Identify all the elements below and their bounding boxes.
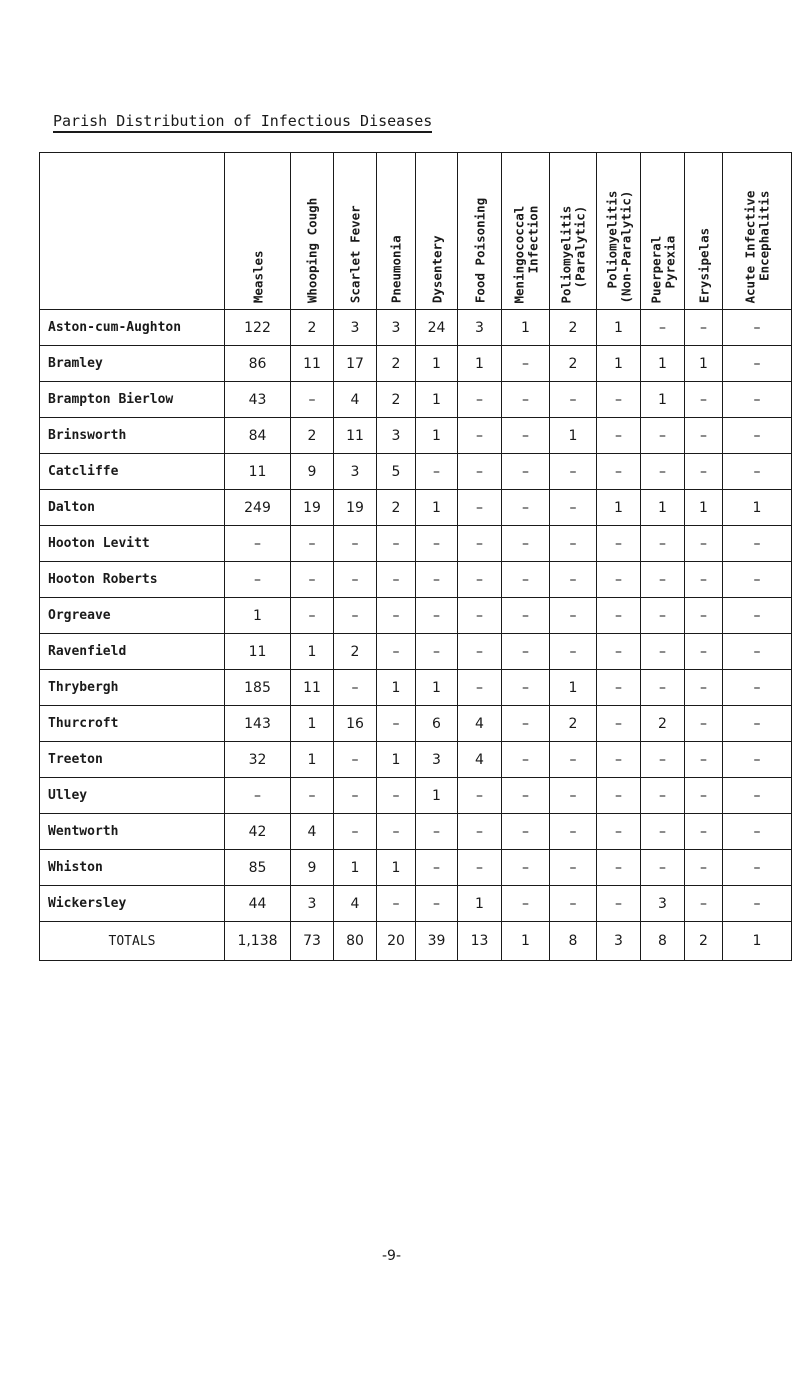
column-header-line: Erysipelas [695,227,711,303]
table-cell: 1 [291,742,334,778]
table-cell: – [723,562,792,598]
table-cell: – [502,814,550,850]
table-cell: – [377,706,416,742]
table-cell: 1 [225,598,291,634]
table-cell: – [685,886,723,922]
table-cell: – [597,634,641,670]
table-cell: 84 [225,418,291,454]
table-cell: 85 [225,850,291,886]
table-cell: – [685,814,723,850]
table-cell: 1 [550,418,597,454]
table-cell: 2 [550,310,597,346]
table-cell: – [225,778,291,814]
table-cell: – [723,742,792,778]
total-value: 80 [334,922,377,961]
table-row [40,814,792,850]
table-cell: 1 [458,886,502,922]
table-cell: – [685,382,723,418]
column-header-line: Infection [524,205,540,273]
column-header [458,153,502,310]
table-cell: – [597,886,641,922]
table-cell: 1 [377,742,416,778]
table-row [40,850,792,886]
table-cell: – [225,526,291,562]
column-header-line: Poliomyelitis [558,205,574,303]
table-cell: – [377,778,416,814]
table-cell: 3 [291,886,334,922]
table-cell: 1 [597,346,641,382]
table-cell: – [502,778,550,814]
parish-name: Aston-cum-Aughton [40,310,225,346]
table-row [40,490,792,526]
table-cell: – [377,526,416,562]
table-cell: 2 [550,706,597,742]
table-cell: 3 [416,742,458,778]
parish-name: Whiston [40,850,225,886]
table-cell: – [334,562,377,598]
table-cell: 2 [291,418,334,454]
table-cell: 1 [597,310,641,346]
table-cell: – [458,490,502,526]
table-cell: – [641,814,685,850]
table-cell: 1 [291,706,334,742]
parish-name: Thurcroft [40,706,225,742]
table-cell: – [685,850,723,886]
table-cell: – [502,886,550,922]
table-cell: – [641,778,685,814]
table-cell: – [550,850,597,886]
table-cell: 24 [416,310,458,346]
table-cell: 122 [225,310,291,346]
table-cell: – [550,490,597,526]
table-cell: – [334,670,377,706]
table-cell: 3 [334,454,377,490]
table-cell: – [723,382,792,418]
column-header-label [697,228,710,303]
table-cell: – [550,886,597,922]
table-cell: – [458,562,502,598]
parish-name: Bramley [40,346,225,382]
table-cell: – [458,418,502,454]
total-value: 8 [550,922,597,961]
table-cell: 17 [334,346,377,382]
table-cell: 1 [416,490,458,526]
table-cell: – [550,598,597,634]
table-row [40,382,792,418]
table-cell: 4 [458,706,502,742]
table-cell: – [291,598,334,634]
column-header [377,153,416,310]
column-header-label [605,190,633,303]
table-cell: – [458,598,502,634]
table-cell: 2 [377,346,416,382]
column-header-label [389,235,402,303]
table-cell: – [291,562,334,598]
table-cell: – [416,562,458,598]
table-cell: 2 [641,706,685,742]
total-value: 3 [597,922,641,961]
total-value: 2 [685,922,723,961]
table-row [40,886,792,922]
column-header-line: Poliomyelitis [603,190,619,288]
column-header [291,153,334,310]
table-cell: – [502,382,550,418]
total-value: 1,138 [225,922,291,961]
table-row [40,598,792,634]
column-header [685,153,723,310]
parish-name: Wickersley [40,886,225,922]
table-cell: – [550,562,597,598]
column-header [550,153,597,310]
table-cell: – [723,346,792,382]
table-cell: 1 [416,418,458,454]
table-row [40,310,792,346]
table-cell: 3 [458,310,502,346]
table-cell: – [597,706,641,742]
table-cell: – [502,706,550,742]
table-cell: 3 [377,418,416,454]
table-cell: 44 [225,886,291,922]
table-cell: 1 [416,346,458,382]
table-cell: – [723,526,792,562]
table-row [40,562,792,598]
column-header-line: Whooping Cough [304,197,320,303]
column-header [723,153,792,310]
table-cell: – [416,634,458,670]
total-value: 39 [416,922,458,961]
table-cell: 6 [416,706,458,742]
table-cell: – [334,526,377,562]
column-header-label [512,205,540,303]
table-cell: – [723,706,792,742]
table-cell: 2 [334,634,377,670]
table-cell: 19 [334,490,377,526]
table-cell: – [685,706,723,742]
table-cell: 3 [334,310,377,346]
table-cell: 5 [377,454,416,490]
table-cell: – [723,670,792,706]
table-cell: 1 [291,634,334,670]
column-header-line: Dysentery [428,235,444,303]
table-cell: – [416,454,458,490]
table-cell: – [550,742,597,778]
table-cell: – [641,634,685,670]
parish-name: Ravenfield [40,634,225,670]
column-header-line: Food Poisoning [471,197,487,303]
parish-name: Orgreave [40,598,225,634]
table-cell: – [291,382,334,418]
table-cell: 19 [291,490,334,526]
table-cell: – [641,526,685,562]
table-cell: 185 [225,670,291,706]
table-cell: 9 [291,454,334,490]
table-cell: – [723,418,792,454]
table-row [40,634,792,670]
parish-name: Catcliffe [40,454,225,490]
table-cell: – [597,562,641,598]
table-cell: 4 [334,382,377,418]
table-cell: – [502,742,550,778]
column-header-label [743,190,771,303]
column-header-label [559,205,587,303]
table-cell: – [458,526,502,562]
table-cell: – [502,346,550,382]
parish-name: Hooton Roberts [40,562,225,598]
totals-row [40,922,792,961]
column-header-line: Encephalitis [756,190,771,281]
table-row [40,742,792,778]
table-cell: – [685,634,723,670]
table-cell: – [377,814,416,850]
table-cell: – [641,310,685,346]
table-cell: – [502,598,550,634]
table-cell: – [416,526,458,562]
table-cell: – [641,562,685,598]
table-cell: – [685,454,723,490]
table-row [40,706,792,742]
table-cell: 4 [458,742,502,778]
table-cell: – [377,598,416,634]
column-header-line: Acute Infective [742,190,758,303]
table-cell: – [597,526,641,562]
table-cell: 1 [641,382,685,418]
table-cell: – [550,382,597,418]
table-cell: – [597,454,641,490]
column-header-line: Scarlet Fever [347,205,363,303]
table-cell: – [597,598,641,634]
table-cell: 3 [641,886,685,922]
table-cell: – [723,814,792,850]
totals-label: TOTALS [40,922,225,961]
header-row [40,153,792,310]
table-cell: 1 [550,670,597,706]
column-header-line: (Paralytic) [572,205,587,288]
table-cell: – [723,310,792,346]
table-cell: – [502,850,550,886]
parish-name: Treeton [40,742,225,778]
table-cell: 1 [641,490,685,526]
column-header [641,153,685,310]
column-header-label [473,198,486,303]
table-row [40,418,792,454]
page-number: -9- [382,1248,402,1264]
column-header-line: Pneumonia [388,235,404,303]
column-header [334,153,377,310]
table-cell: 86 [225,346,291,382]
table-cell: – [685,418,723,454]
parish-name: Brinsworth [40,418,225,454]
column-header [502,153,550,310]
table-cell: – [723,454,792,490]
table-cell: 11 [334,418,377,454]
table-cell: – [597,850,641,886]
column-header [597,153,641,310]
table-cell: 4 [334,886,377,922]
table-cell: 249 [225,490,291,526]
table-cell: – [723,634,792,670]
table-cell: – [502,670,550,706]
table-cell: – [334,742,377,778]
total-value: 13 [458,922,502,961]
table-cell: 1 [641,346,685,382]
table-cell: 42 [225,814,291,850]
column-header-line: Puerperal [647,235,663,303]
table-cell: – [641,742,685,778]
table-cell: – [458,634,502,670]
table-cell: – [641,670,685,706]
table-cell: – [416,814,458,850]
table-cell: – [416,598,458,634]
parish-name: Brampton Bierlow [40,382,225,418]
column-header-label [348,205,361,303]
table-cell: – [597,814,641,850]
table-cell: – [502,634,550,670]
table-cell: – [550,814,597,850]
column-header-line: Meningococcal [510,205,526,303]
parish-name: Ulley [40,778,225,814]
table-cell: – [597,418,641,454]
table-cell: – [458,778,502,814]
table-cell: – [723,850,792,886]
column-header-line: Measles [249,250,265,303]
table-cell: 1 [685,346,723,382]
column-header [225,153,291,310]
table-cell: 4 [291,814,334,850]
column-header-line: Pyrexia [661,235,677,288]
table-cell: – [334,598,377,634]
table-cell: – [685,742,723,778]
total-value: 8 [641,922,685,961]
column-header-label [430,235,443,303]
table-cell: – [685,598,723,634]
total-value: 1 [723,922,792,961]
table-cell: – [377,886,416,922]
total-value: 73 [291,922,334,961]
column-header [416,153,458,310]
table-row [40,346,792,382]
table-cell: 9 [291,850,334,886]
table-cell: – [723,598,792,634]
table-cell: – [334,814,377,850]
table-cell: – [458,670,502,706]
table-cell: – [641,598,685,634]
total-value: 20 [377,922,416,961]
table-cell: – [723,886,792,922]
table-cell: 2 [377,490,416,526]
table-cell: – [225,562,291,598]
table-cell: 1 [416,778,458,814]
table-cell: – [550,454,597,490]
table-cell: – [597,670,641,706]
table-cell: – [377,562,416,598]
table-cell: – [458,850,502,886]
table-cell: – [502,526,550,562]
table-cell: – [597,742,641,778]
page-title: Parish Distribution of Infectious Diseases [53,112,432,133]
table-cell: 11 [291,670,334,706]
table-cell: – [291,526,334,562]
column-header-label [649,235,677,303]
table-cell: – [502,562,550,598]
table-cell: – [685,778,723,814]
disease-table [39,152,792,961]
table-cell: – [685,310,723,346]
table-cell: 3 [377,310,416,346]
table-cell: 11 [225,454,291,490]
table-cell: – [685,526,723,562]
table-cell: – [685,562,723,598]
table-cell: – [641,454,685,490]
parish-name: Dalton [40,490,225,526]
table-row [40,454,792,490]
table-cell: 16 [334,706,377,742]
table-cell: 1 [597,490,641,526]
table-cell: 11 [225,634,291,670]
table-cell: – [685,670,723,706]
table-cell: 1 [723,490,792,526]
table-row [40,526,792,562]
table-cell: – [597,778,641,814]
table-cell: 2 [377,382,416,418]
table-cell: 43 [225,382,291,418]
table-cell: 32 [225,742,291,778]
table-row [40,670,792,706]
table-cell: – [458,382,502,418]
parish-name: Thrybergh [40,670,225,706]
table-cell: 1 [416,670,458,706]
table-cell: 1 [502,310,550,346]
table-cell: – [723,778,792,814]
table-cell: – [502,418,550,454]
header-blank-cell [40,153,225,310]
table-cell: 1 [685,490,723,526]
table-cell: – [597,382,641,418]
table-cell: 2 [291,310,334,346]
table-cell: 11 [291,346,334,382]
table-cell: – [502,454,550,490]
table-cell: – [291,778,334,814]
table-cell: – [641,850,685,886]
column-header-label [251,250,264,303]
table-cell: 143 [225,706,291,742]
table-cell: – [550,526,597,562]
column-header-label [305,198,318,303]
total-value: 1 [502,922,550,961]
table-cell: – [641,418,685,454]
parish-name: Hooton Levitt [40,526,225,562]
table-cell: – [377,634,416,670]
table-cell: 1 [377,850,416,886]
table-cell: – [334,778,377,814]
table-cell: – [550,778,597,814]
table-cell: – [416,886,458,922]
table-cell: – [416,850,458,886]
table-cell: 1 [458,346,502,382]
table-cell: 1 [377,670,416,706]
table-cell: – [502,490,550,526]
table-row [40,778,792,814]
table-cell: 1 [334,850,377,886]
parish-name: Wentworth [40,814,225,850]
table-cell: 2 [550,346,597,382]
table-cell: – [550,634,597,670]
table-cell: – [458,454,502,490]
column-header-line: (Non-Paralytic) [617,190,633,303]
table-cell: – [458,814,502,850]
table-cell: 1 [416,382,458,418]
